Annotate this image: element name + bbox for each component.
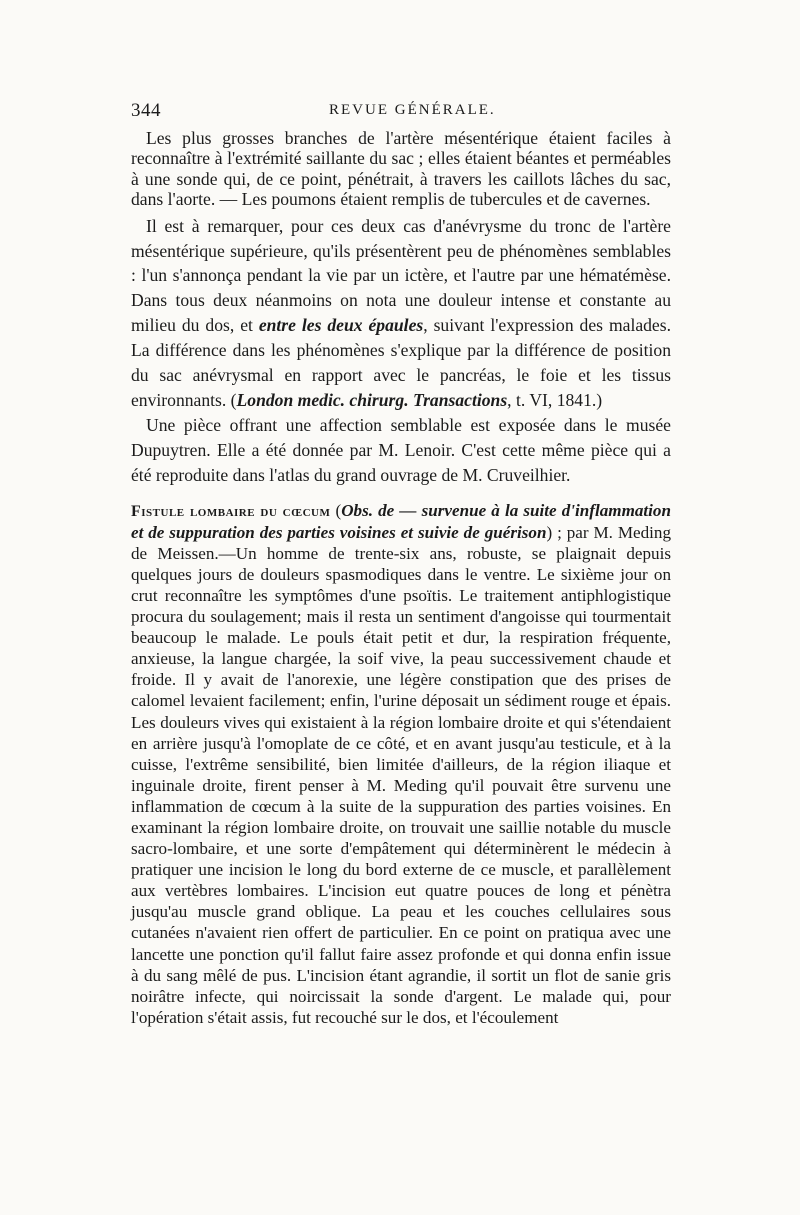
body-text xyxy=(131,128,671,1028)
paragraph-text: Il est à remarquer, pour ces deux cas d'anévrysme du tronc de l'artère mésentérique supérieure, qu'ils présentèrent peu de phénomènes semblables : l'un s'annonça pendant la vie par un ictère, et l'autre par une hématémèse. Dans tous deux néanmoins on nota une douleur intense et constante au milieu du dos, et xyxy=(131,215,671,336)
citation-title: London medic. chirurg. Transactions xyxy=(236,389,508,410)
paragraph-text: ( xyxy=(330,500,342,520)
page-header xyxy=(131,100,671,124)
page-number: 344 xyxy=(131,100,161,121)
paragraph-text: ) ; par M. Meding de Meissen.—Un homme de trente-six ans, robuste, se plaignait depuis quelques jours de douleurs spasmodiques dans le ventre. Le sixième jour on crut reconnaître les symptômes d'une psoïtis. Le traitement antiphlogistique procura du soulagement; mais il resta un sentiment d'angoisse qui tourmentait beaucoup le malade. Le pouls était petit et dur, la respiration fréquente, anxieuse, la langue chargée, la soif vive, la peau successivement chaude et froide. Il y avait de l'anorexie, une légère constipation que des prises de calomel levaient facilement; enfin, l'urine déposait un sédiment rouge et épais. Les douleurs vives qui existaient à la région lombaire droite et qui s'étendaient en arrière jusqu'à l'omoplate de ce côté, et en avant jusqu'au testicule, et à la cuisse, l'extrême sensibilité, bien limitée d'ailleurs, de la région iliaque et inguinale droite, firent penser à M. Meding qu'il pouvait être survenu une inflammation de cœcum à la suite de la suppuration des parties voisines. En examinant la région lombaire droite, on trouvait une saillie notable du muscle sacro-lombaire, et une sorte d'empâtement qui déterminèrent le médecin à pratiquer une incision le long du bord externe de ce muscle, et parallèlement aux vertèbres lombaires. L'incision eut quatre pouces de long et pénètra jusqu'au muscle grand oblique. La peau et les couches cellulaires sous cutanées n'avaient rien offert de particulier. En ce point on pratiqua avec une lancette une ponction qu'il fallut faire assez profonde et qui donna enfin issue à du sang mêlé de pus. L'incision étant agrandie, il sortit un flot de sanie gris noirâtre infecte, qui noircissait la sonde d'argent. Le malade qui, pour l'opération s'était assis, fut recouché sur le dos, et l'écoulement xyxy=(131,522,671,1027)
paragraph-aneurysm-remarks xyxy=(131,214,671,413)
emphasis-text: entre les deux épaules xyxy=(258,315,424,336)
running-title: REVUE GÉNÉRALE. xyxy=(329,102,496,118)
paragraph-musee-dupuytren xyxy=(131,413,671,488)
citation-details: , t. VI, 1841.) xyxy=(507,389,603,410)
paragraph-fistule-lombaire xyxy=(131,500,671,1028)
paragraph-text: Une pièce offrant une affection semblable est exposée dans le musée Dupuytren. Elle a été donnée par M. Lenoir. C'est cette même pièce qui a été reproduite dans l'atlas du grand ouvrage de M. Cruveilhier. xyxy=(131,414,671,485)
paragraph-text: Les plus grosses branches de l'artère mésentérique étaient faciles à reconnaître à l'extrémité saillante du sac ; elles étaient béantes et perméables à une sonde qui, de ce point, pénétrait, à travers les caillots lâches du sac, dans l'aorte. — Les poumons étaient remplis de tubercules et de cavernes. xyxy=(131,128,671,210)
paragraph-aorta-findings xyxy=(131,128,671,210)
paragraph-text: , suivant l'expression des malades. La différence dans les phénomènes s'explique par la différence de position du sac anévrysmal en rapport avec le pancréas, le foie et les tissus environnants. ( xyxy=(131,315,671,410)
section-heading: Fistule lombaire du cœcum xyxy=(131,502,331,520)
observation-title: Obs. de — survenue à la suite d'inflammation et de suppuration des parties voisines et suivie de guérison xyxy=(131,500,671,542)
